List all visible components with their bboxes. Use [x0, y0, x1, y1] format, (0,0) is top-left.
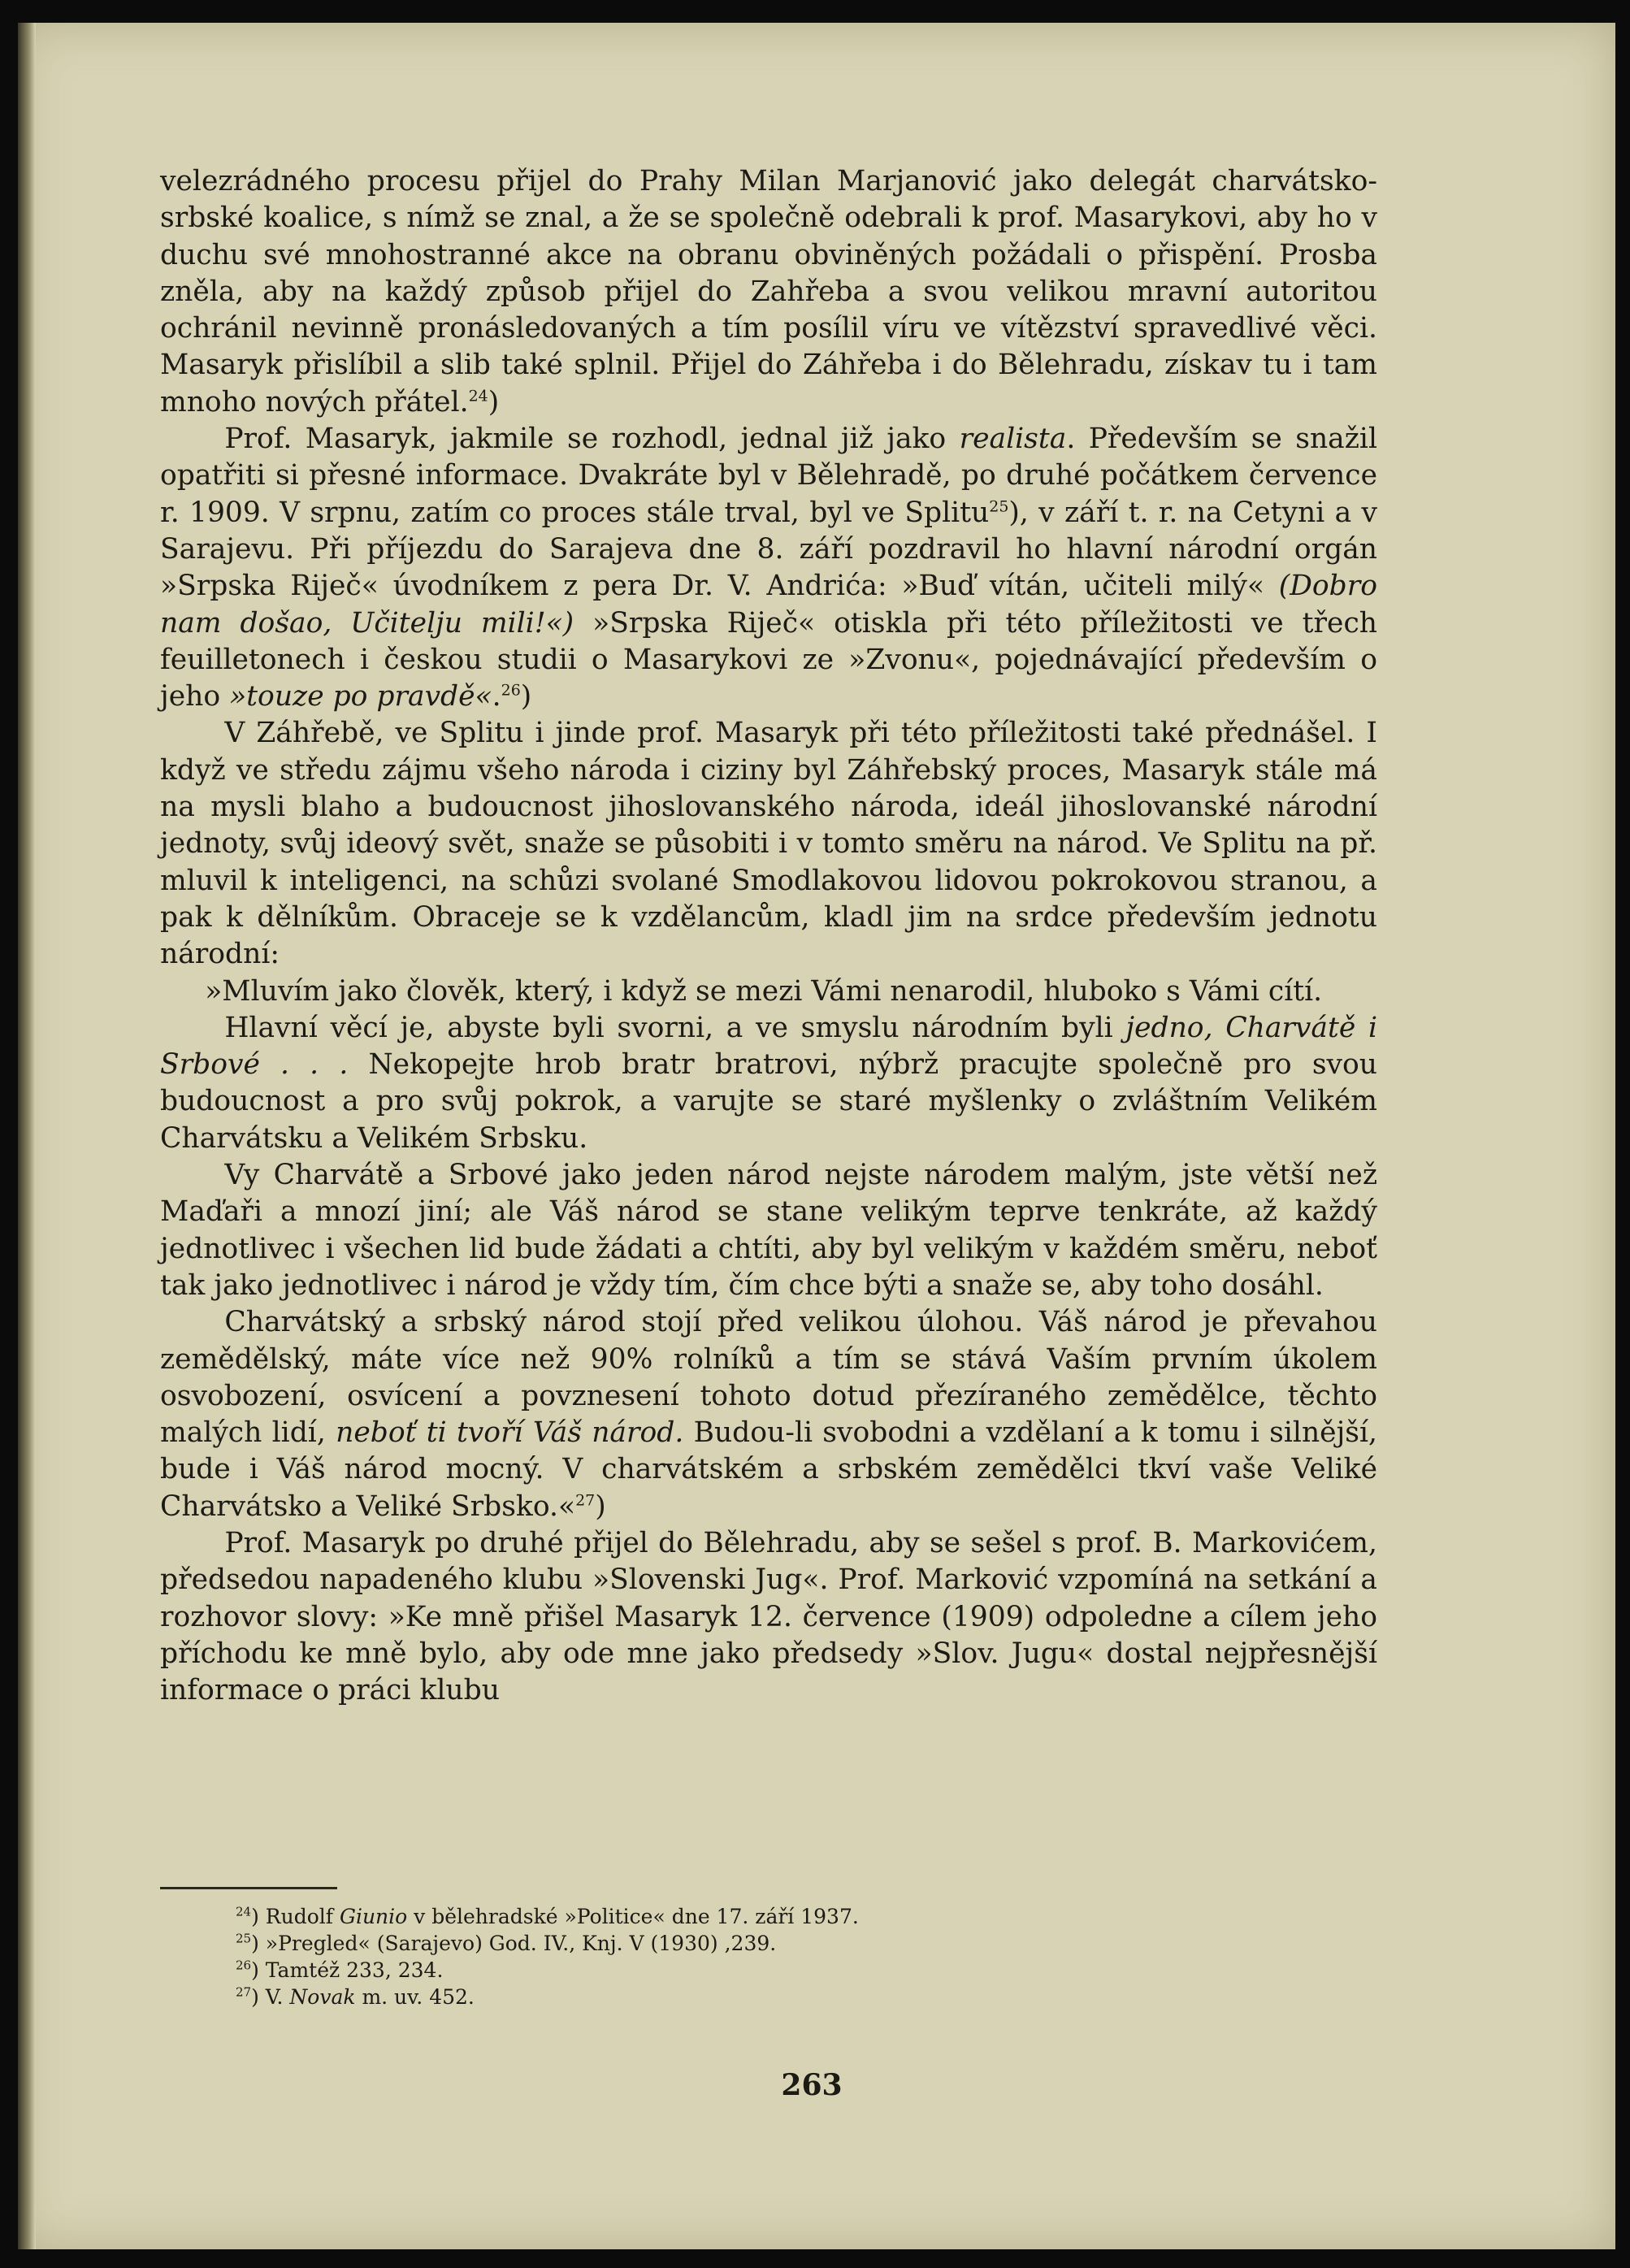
footnote-number: 26 — [236, 1958, 252, 1973]
italic-text: Novak — [289, 1985, 356, 2009]
text-run: Prof. Masaryk, jakmile se rozhodl, jednal již jako — [224, 423, 960, 456]
footnote — [236, 1903, 1211, 1930]
text-run: V. — [258, 1985, 290, 2009]
text-run: V Záhřebě, ve Splitu i jinde prof. Masaryk při této příležitosti také přednášel. I když ve středu zájmu všeho národa i ciziny byl Záhřebský proces, Masaryk stále má na mysli blaho a budoucnost jihoslovanského národa, ideál jihoslovanské národní jednoty, svůj ideový svět, snaže se působiti i v tomto směru na národ. Ve Splitu na př. mluvil k inteligenci, na schůzi svolané Smodlakovou lidovou pokrokovou stranou, a pak k dělníkům. Obraceje se k vzdělancům, kladl jim na srdce především jednotu národní: — [160, 717, 1377, 971]
text-run: ) — [520, 680, 532, 713]
paragraph — [160, 1304, 1377, 1525]
footnote-marker: 27 — [575, 1491, 596, 1510]
text-run: . — [492, 680, 501, 713]
paragraph — [160, 715, 1377, 973]
footnotes — [236, 1903, 1211, 2010]
text-run: Prof. Masaryk po druhé přijel do Bělehradu, aby se sešel s prof. B. Markovićem, předsedou napadeného klubu »Slovenski Jug«. Prof. Marković vzpomíná na setkání a rozhovor slovy: »Ke mně přišel Masaryk 12. července (1909) odpoledne a cílem jeho příchodu ke mně bylo, aby ode mne jako předsedy »Slov. Jugu« dostal nejpřesnější informace o práci klubu — [160, 1526, 1377, 1707]
footnote-number: 25 — [236, 1931, 252, 1946]
footnote-paren: ) — [251, 1985, 259, 2009]
text-run: Nekopejte hrob bratr bratrovi, nýbrž pracujte společně pro svou budoucnost a pro svůj pokrok, a varujte se staré myšlenky o zvláštním Velikém Charvátsku a Velikém Srbsku. — [160, 1048, 1377, 1155]
text-run: v bělehradské »Politice« dne 17. září 1937. — [407, 1905, 859, 1928]
footnote-paren: ) — [251, 1905, 259, 1928]
footnote — [236, 1930, 1211, 1957]
footnote-paren: ) — [251, 1932, 259, 1955]
footnote — [236, 1984, 1211, 2010]
text-run: Tamtéž 233, 234. — [258, 1958, 444, 1982]
text-run: velezrádného procesu přijel do Prahy Milan Marjanović jako delegát charvátsko-srbské koalice, s nímž se znal, a že se společně odebrali k prof. Masarykovi, aby ho v duchu své mnohostranné akce na obranu obviněných požádali o přispění. Prosba zněla, aby na každý způsob přijel do Zahřeba a svou velikou mravní autoritou ochránil nevinně pronásledovaných a tím posílil víru ve vítězství spravedlivé věci. Masaryk přislíbil a slib také splnil. Přijel do Záhřeba i do Bělehradu, získav tu i tam mnoho nových přátel. — [160, 165, 1377, 418]
italic-text: Giunio — [339, 1905, 408, 1928]
page-number: 263 — [781, 2068, 843, 2102]
text-run: m. uv. 452. — [355, 1985, 475, 2009]
paragraph — [160, 974, 1377, 1010]
text-run: »Pregled« (Sarajevo) God. IV., Knj. V (1930) ,239. — [258, 1932, 777, 1955]
footnote-separator — [160, 1887, 337, 1889]
paragraph — [160, 1157, 1377, 1304]
italic-text: realista — [959, 423, 1067, 456]
italic-text: »touze po pravdě« — [229, 680, 492, 713]
body-text — [160, 163, 1377, 1709]
text-run: ) — [595, 1490, 606, 1523]
paragraph — [160, 1010, 1377, 1157]
footnote-marker: 24 — [468, 387, 488, 405]
text-run: »Srpska Riječ« otiskla při této příležitosti ve třech feuilletonech i českou studii o Masarykovi ze »Zvonu«, pojednávající především o jeho — [160, 606, 1377, 713]
paragraph — [160, 1525, 1377, 1709]
book-binding-edge — [18, 23, 36, 2249]
footnote-paren: ) — [251, 1958, 259, 1982]
footnote-marker: 25 — [989, 497, 1009, 516]
text-run: Rudolf — [258, 1905, 340, 1928]
paragraph — [160, 421, 1377, 715]
text-run: »Mluvím jako člověk, který, i když se mezi Vámi nenarodil, hluboko s Vámi cítí. — [205, 974, 1323, 1008]
footnote-number: 27 — [236, 1984, 252, 2000]
paragraph — [160, 163, 1377, 421]
italic-text: jedno, Charvátě i Srbové . . . — [160, 1011, 1378, 1082]
italic-text: (Dobro nam došao, Učitelju mili!«) — [160, 570, 1377, 640]
italic-text: neboť ti tvoří Váš národ. — [336, 1416, 684, 1450]
text-run: Budou-li svobodni a vzdělaní a k tomu i silnější, bude i Váš národ mocný. V charvátském a srbském zemědělci tkví vaše Veliké Charvátsko a Veliké Srbsko.« — [160, 1416, 1377, 1523]
footnote-marker: 26 — [501, 681, 521, 700]
text-run: . Především se snažil opatřiti si přesné informace. Dvakráte byl v Bělehradě, po druhé počátkem července r. 1909. V srpnu, zatím co proces stále trval, byl ve Splitu — [160, 423, 1377, 529]
text-run: Charvátský a srbský národ stojí před velikou úlohou. Váš národ je převahou zemědělský, máte více než 90% rolníků a tím se stává Vaším prvním úkolem osvobození, osvícení a povznesení tohoto dotud přezíraného zemědělce, těchto malých lidí, — [160, 1306, 1377, 1450]
text-run: Hlavní věcí je, abyste byli svorni, a ve smyslu národním byli — [224, 1011, 1126, 1044]
text-run: Vy Charvátě a Srbové jako jeden národ nejste národem malým, jste větší než Maďaři a mnozí jiní; ale Váš národ se stane velikým teprve tenkráte, až každý jednotlivec i všechen lid bude žádati a chtíti, aby byl velikým v každém směru, neboť tak jako jednotlivec i národ je vždy tím, čím chce býti a snaže se, aby toho dosáhl. — [160, 1159, 1377, 1302]
text-run: ), v září t. r. na Cetyni a v Sarajevu. Při příjezdu do Sarajeva dne 8. září pozdravil ho hlavní národní orgán »Srpska Riječ« úvodníkem z pera Dr. V. Andrića: »Buď vítán, učiteli milý« — [160, 496, 1377, 603]
footnote-number: 24 — [236, 1904, 252, 1919]
text-run: ) — [488, 385, 500, 418]
footnote — [236, 1957, 1211, 1984]
